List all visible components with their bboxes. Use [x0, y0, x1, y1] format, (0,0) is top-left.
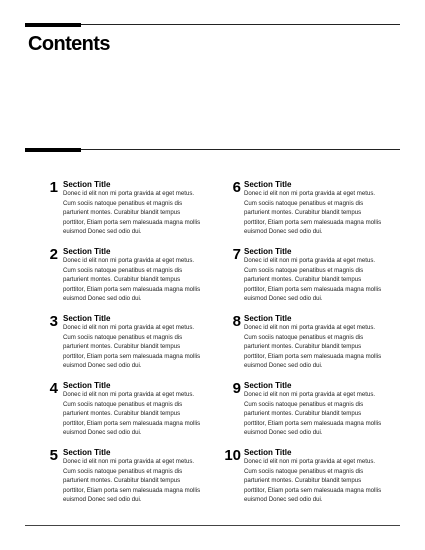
- section-number: 4: [49, 380, 58, 397]
- section-description-line: parturient montes. Curabitur blandit tempus: [63, 276, 181, 284]
- toc-column-left: [36, 180, 216, 515]
- section-description-line: euismod Donec sed odio dui.: [244, 496, 323, 504]
- section-description-line: parturient montes. Curabitur blandit tempus: [63, 410, 181, 418]
- section-description: [63, 390, 223, 438]
- section-description-line: euismod Donec sed odio dui.: [244, 228, 323, 236]
- section-number: 1: [49, 179, 58, 196]
- section-description-line: Donec id elit non mi porta gravida at eget metus.: [63, 324, 195, 331]
- toc-entry: [217, 247, 397, 314]
- section-description-line: euismod Donec sed odio dui.: [63, 496, 142, 504]
- section-divider-accent-bar: [25, 148, 81, 152]
- section-description-line: euismod Donec sed odio dui.: [244, 295, 323, 303]
- section-number: 10: [224, 447, 241, 464]
- section-description: [244, 256, 404, 304]
- section-description-line: Cum sociis natoque penatibus et magnis dis: [244, 199, 364, 207]
- section-description-line: Donec id elit non mi porta gravida at eget metus.: [63, 257, 195, 264]
- section-description-line: parturient montes. Curabitur blandit tempus: [244, 410, 362, 418]
- section-description-line: Cum sociis natoque penatibus et magnis dis: [244, 333, 364, 341]
- section-description-line: Donec id elit non mi porta gravida at eget metus.: [244, 190, 376, 197]
- section-description-line: parturient montes. Curabitur blandit tempus: [63, 343, 181, 351]
- section-description-line: Cum sociis natoque penatibus et magnis dis: [244, 400, 364, 408]
- section-number: 2: [49, 246, 58, 263]
- section-description-line: porttitor, Etiam porta sem malesuada magna mollis: [244, 486, 382, 494]
- section-description-line: parturient montes. Curabitur blandit tempus: [63, 477, 181, 485]
- section-description-line: porttitor, Etiam porta sem malesuada magna mollis: [244, 419, 382, 427]
- section-divider-rule: [25, 149, 400, 150]
- section-title: Section Title: [63, 180, 111, 189]
- toc-entry: [36, 448, 216, 515]
- section-description-line: Cum sociis natoque penatibus et magnis dis: [63, 266, 183, 274]
- top-rule: [25, 24, 400, 25]
- section-description-line: Donec id elit non mi porta gravida at eget metus.: [244, 391, 376, 398]
- section-description-line: Donec id elit non mi porta gravida at eget metus.: [244, 458, 376, 465]
- section-description-line: euismod Donec sed odio dui.: [63, 295, 142, 303]
- section-description-line: parturient montes. Curabitur blandit tempus: [244, 343, 362, 351]
- section-description-line: parturient montes. Curabitur blandit tempus: [63, 209, 181, 217]
- section-title: Section Title: [63, 314, 111, 323]
- section-description-line: porttitor, Etiam porta sem malesuada magna mollis: [63, 486, 201, 494]
- section-title: Section Title: [63, 247, 111, 256]
- section-description-line: Cum sociis natoque penatibus et magnis dis: [244, 266, 364, 274]
- section-title: Section Title: [244, 314, 292, 323]
- section-description-line: euismod Donec sed odio dui.: [63, 429, 142, 437]
- section-number: 3: [49, 313, 58, 330]
- section-description-line: Cum sociis natoque penatibus et magnis dis: [244, 467, 364, 475]
- section-description: [63, 256, 223, 304]
- bottom-rule: [25, 525, 400, 526]
- top-accent-bar: [25, 23, 81, 27]
- section-description-line: Cum sociis natoque penatibus et magnis dis: [63, 199, 183, 207]
- section-description-line: porttitor, Etiam porta sem malesuada magna mollis: [63, 285, 201, 293]
- section-description-line: porttitor, Etiam porta sem malesuada magna mollis: [244, 352, 382, 360]
- section-description-line: Cum sociis natoque penatibus et magnis dis: [63, 333, 183, 341]
- toc-column-right: [217, 180, 397, 515]
- section-title: Section Title: [244, 381, 292, 390]
- section-number: 6: [232, 179, 241, 196]
- section-description-line: Donec id elit non mi porta gravida at eget metus.: [63, 391, 195, 398]
- section-description-line: Donec id elit non mi porta gravida at eget metus.: [244, 257, 376, 264]
- section-description: [63, 189, 223, 237]
- section-title: Section Title: [244, 180, 292, 189]
- section-description-line: euismod Donec sed odio dui.: [244, 362, 323, 370]
- toc-entry: [36, 314, 216, 381]
- section-description-line: Cum sociis natoque penatibus et magnis dis: [63, 467, 183, 475]
- section-title: Section Title: [244, 448, 292, 457]
- section-description-line: Donec id elit non mi porta gravida at eget metus.: [63, 458, 195, 465]
- section-description: [244, 189, 404, 237]
- section-description-line: porttitor, Etiam porta sem malesuada magna mollis: [63, 352, 201, 360]
- toc-entry: [217, 314, 397, 381]
- section-description-line: Donec id elit non mi porta gravida at eget metus.: [63, 190, 195, 197]
- section-description-line: parturient montes. Curabitur blandit tempus: [244, 477, 362, 485]
- section-number: 7: [232, 246, 241, 263]
- section-description-line: euismod Donec sed odio dui.: [244, 429, 323, 437]
- section-title: Section Title: [63, 448, 111, 457]
- section-description-line: porttitor, Etiam porta sem malesuada magna mollis: [244, 218, 382, 226]
- section-description-line: parturient montes. Curabitur blandit tempus: [244, 209, 362, 217]
- section-description-line: porttitor, Etiam porta sem malesuada magna mollis: [63, 419, 201, 427]
- section-description: [63, 323, 223, 371]
- section-number: 9: [232, 380, 241, 397]
- toc-entry: [217, 448, 397, 515]
- section-description-line: porttitor, Etiam porta sem malesuada magna mollis: [244, 285, 382, 293]
- toc-entry: [36, 180, 216, 247]
- section-description-line: parturient montes. Curabitur blandit tempus: [244, 276, 362, 284]
- section-number: 8: [232, 313, 241, 330]
- section-title: Section Title: [244, 247, 292, 256]
- toc-entry: [36, 381, 216, 448]
- section-description: [244, 323, 404, 371]
- section-description-line: Donec id elit non mi porta gravida at eget metus.: [244, 324, 376, 331]
- page-title: Contents: [28, 33, 110, 55]
- toc-entry: [217, 381, 397, 448]
- section-description: [63, 457, 223, 505]
- toc-entry: [36, 247, 216, 314]
- section-description-line: porttitor, Etiam porta sem malesuada magna mollis: [63, 218, 201, 226]
- section-description-line: euismod Donec sed odio dui.: [63, 362, 142, 370]
- toc-entry: [217, 180, 397, 247]
- section-description: [244, 457, 404, 505]
- section-description-line: euismod Donec sed odio dui.: [63, 228, 142, 236]
- section-number: 5: [49, 447, 58, 464]
- section-description: [244, 390, 404, 438]
- section-title: Section Title: [63, 381, 111, 390]
- section-description-line: Cum sociis natoque penatibus et magnis dis: [63, 400, 183, 408]
